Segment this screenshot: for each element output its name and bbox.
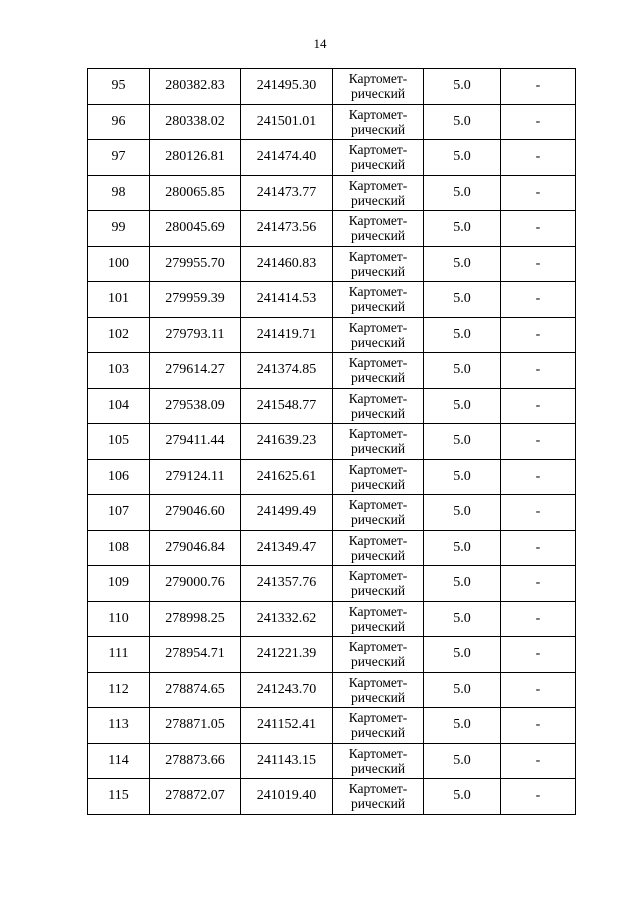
point-number-cell: 99 xyxy=(88,211,150,247)
y-coordinate-cell: 241019.40 xyxy=(241,779,333,815)
note-cell: - xyxy=(501,353,576,389)
note-cell: - xyxy=(501,566,576,602)
method-cell xyxy=(333,566,424,602)
point-number-cell: 98 xyxy=(88,175,150,211)
note-cell: - xyxy=(501,317,576,353)
x-coordinate-cell: 278871.05 xyxy=(150,708,241,744)
method-cell xyxy=(333,637,424,673)
coordinates-table xyxy=(87,68,576,815)
note-cell: - xyxy=(501,743,576,779)
point-number-cell: 107 xyxy=(88,495,150,531)
y-coordinate-cell: 241349.47 xyxy=(241,530,333,566)
method-line-2: рический xyxy=(350,760,406,776)
method-line-2: рический xyxy=(350,654,406,670)
note-cell: - xyxy=(501,388,576,424)
x-coordinate-cell: 279411.44 xyxy=(150,424,241,460)
table-row xyxy=(88,282,576,318)
table-row xyxy=(88,459,576,495)
point-number-cell: 103 xyxy=(88,353,150,389)
table-row xyxy=(88,388,576,424)
y-coordinate-cell: 241473.56 xyxy=(241,211,333,247)
note-cell: - xyxy=(501,459,576,495)
method-cell xyxy=(333,601,424,637)
page-number: 14 xyxy=(313,36,327,51)
method-cell xyxy=(333,175,424,211)
method-line-2: рический xyxy=(350,86,406,102)
point-number-cell: 111 xyxy=(88,637,150,673)
accuracy-cell: 5.0 xyxy=(424,779,501,815)
note-cell: - xyxy=(501,104,576,140)
method-line-2: рический xyxy=(350,618,406,634)
y-coordinate-cell: 241332.62 xyxy=(241,601,333,637)
method-line-2: рический xyxy=(350,583,406,599)
x-coordinate-cell: 280065.85 xyxy=(150,175,241,211)
accuracy-cell: 5.0 xyxy=(424,566,501,602)
method-line-2: рический xyxy=(350,334,406,350)
y-coordinate-cell: 241501.01 xyxy=(241,104,333,140)
note-cell: - xyxy=(501,246,576,282)
x-coordinate-cell: 278873.66 xyxy=(150,743,241,779)
x-coordinate-cell: 279538.09 xyxy=(150,388,241,424)
accuracy-cell: 5.0 xyxy=(424,424,501,460)
method-line-1: Картомет- xyxy=(348,390,408,406)
method-line-2: рический xyxy=(350,405,406,421)
accuracy-cell: 5.0 xyxy=(424,317,501,353)
method-cell xyxy=(333,708,424,744)
method-line-2: рический xyxy=(350,476,406,492)
table-row xyxy=(88,424,576,460)
accuracy-cell: 5.0 xyxy=(424,353,501,389)
point-number-cell: 97 xyxy=(88,140,150,176)
note-cell: - xyxy=(501,69,576,105)
note-cell: - xyxy=(501,779,576,815)
method-cell xyxy=(333,69,424,105)
method-cell xyxy=(333,743,424,779)
table-row xyxy=(88,317,576,353)
method-line-2: рический xyxy=(350,725,406,741)
method-cell xyxy=(333,353,424,389)
method-cell xyxy=(333,424,424,460)
accuracy-cell: 5.0 xyxy=(424,175,501,211)
accuracy-cell: 5.0 xyxy=(424,672,501,708)
method-line-2: рический xyxy=(350,796,406,812)
method-line-1: Картомет- xyxy=(348,461,408,477)
table-row xyxy=(88,743,576,779)
x-coordinate-cell: 279124.11 xyxy=(150,459,241,495)
table-row xyxy=(88,495,576,531)
method-cell xyxy=(333,779,424,815)
table-row xyxy=(88,69,576,105)
point-number-cell: 113 xyxy=(88,708,150,744)
point-number-cell: 95 xyxy=(88,69,150,105)
method-line-1: Картомет- xyxy=(348,781,408,797)
table-row xyxy=(88,104,576,140)
x-coordinate-cell: 279959.39 xyxy=(150,282,241,318)
table-row xyxy=(88,175,576,211)
method-line-1: Картомет- xyxy=(348,284,408,300)
method-cell xyxy=(333,140,424,176)
method-cell xyxy=(333,317,424,353)
y-coordinate-cell: 241499.49 xyxy=(241,495,333,531)
method-line-1: Картомет- xyxy=(348,710,408,726)
method-line-1: Картомет- xyxy=(348,497,408,513)
accuracy-cell: 5.0 xyxy=(424,601,501,637)
table-row xyxy=(88,353,576,389)
note-cell: - xyxy=(501,424,576,460)
note-cell: - xyxy=(501,140,576,176)
method-cell xyxy=(333,282,424,318)
point-number-cell: 112 xyxy=(88,672,150,708)
table-row xyxy=(88,708,576,744)
method-cell xyxy=(333,530,424,566)
note-cell: - xyxy=(501,530,576,566)
y-coordinate-cell: 241152.41 xyxy=(241,708,333,744)
method-cell xyxy=(333,388,424,424)
x-coordinate-cell: 280126.81 xyxy=(150,140,241,176)
table-row xyxy=(88,601,576,637)
x-coordinate-cell: 279046.84 xyxy=(150,530,241,566)
x-coordinate-cell: 279955.70 xyxy=(150,246,241,282)
accuracy-cell: 5.0 xyxy=(424,211,501,247)
y-coordinate-cell: 241495.30 xyxy=(241,69,333,105)
x-coordinate-cell: 279793.11 xyxy=(150,317,241,353)
y-coordinate-cell: 241548.77 xyxy=(241,388,333,424)
note-cell: - xyxy=(501,495,576,531)
accuracy-cell: 5.0 xyxy=(424,459,501,495)
point-number-cell: 101 xyxy=(88,282,150,318)
x-coordinate-cell: 278874.65 xyxy=(150,672,241,708)
method-line-1: Картомет- xyxy=(348,71,408,87)
y-coordinate-cell: 241357.76 xyxy=(241,566,333,602)
y-coordinate-cell: 241460.83 xyxy=(241,246,333,282)
accuracy-cell: 5.0 xyxy=(424,743,501,779)
method-line-2: рический xyxy=(350,228,406,244)
table-row xyxy=(88,672,576,708)
method-line-1: Картомет- xyxy=(348,532,408,548)
x-coordinate-cell: 280382.83 xyxy=(150,69,241,105)
table-row xyxy=(88,211,576,247)
note-cell: - xyxy=(501,637,576,673)
x-coordinate-cell: 280045.69 xyxy=(150,211,241,247)
y-coordinate-cell: 241639.23 xyxy=(241,424,333,460)
point-number-cell: 110 xyxy=(88,601,150,637)
accuracy-cell: 5.0 xyxy=(424,104,501,140)
method-line-2: рический xyxy=(350,121,406,137)
accuracy-cell: 5.0 xyxy=(424,708,501,744)
accuracy-cell: 5.0 xyxy=(424,282,501,318)
point-number-cell: 106 xyxy=(88,459,150,495)
method-line-2: рический xyxy=(350,370,406,386)
method-line-1: Картомет- xyxy=(348,674,408,690)
method-cell xyxy=(333,104,424,140)
accuracy-cell: 5.0 xyxy=(424,246,501,282)
point-number-cell: 114 xyxy=(88,743,150,779)
note-cell: - xyxy=(501,672,576,708)
x-coordinate-cell: 279046.60 xyxy=(150,495,241,531)
note-cell: - xyxy=(501,708,576,744)
method-line-2: рический xyxy=(350,157,406,173)
table-row xyxy=(88,246,576,282)
method-cell xyxy=(333,211,424,247)
method-line-2: рический xyxy=(350,263,406,279)
method-line-1: Картомет- xyxy=(348,355,408,371)
y-coordinate-cell: 241221.39 xyxy=(241,637,333,673)
note-cell: - xyxy=(501,601,576,637)
method-line-1: Картомет- xyxy=(348,142,408,158)
y-coordinate-cell: 241243.70 xyxy=(241,672,333,708)
y-coordinate-cell: 241473.77 xyxy=(241,175,333,211)
method-line-1: Картомет- xyxy=(348,248,408,264)
coordinates-table-body xyxy=(88,69,576,815)
point-number-cell: 109 xyxy=(88,566,150,602)
method-line-2: рический xyxy=(350,512,406,528)
note-cell: - xyxy=(501,282,576,318)
method-line-2: рический xyxy=(350,689,406,705)
point-number-cell: 105 xyxy=(88,424,150,460)
y-coordinate-cell: 241374.85 xyxy=(241,353,333,389)
method-line-1: Картомет- xyxy=(348,745,408,761)
y-coordinate-cell: 241419.71 xyxy=(241,317,333,353)
note-cell: - xyxy=(501,175,576,211)
method-cell xyxy=(333,495,424,531)
point-number-cell: 102 xyxy=(88,317,150,353)
x-coordinate-cell: 279000.76 xyxy=(150,566,241,602)
note-cell: - xyxy=(501,211,576,247)
method-line-1: Картомет- xyxy=(348,426,408,442)
method-cell xyxy=(333,246,424,282)
y-coordinate-cell: 241143.15 xyxy=(241,743,333,779)
method-cell xyxy=(333,459,424,495)
method-line-1: Картомет- xyxy=(348,639,408,655)
table-row xyxy=(88,566,576,602)
y-coordinate-cell: 241474.40 xyxy=(241,140,333,176)
method-cell xyxy=(333,672,424,708)
accuracy-cell: 5.0 xyxy=(424,140,501,176)
accuracy-cell: 5.0 xyxy=(424,69,501,105)
y-coordinate-cell: 241414.53 xyxy=(241,282,333,318)
accuracy-cell: 5.0 xyxy=(424,495,501,531)
method-line-1: Картомет- xyxy=(348,319,408,335)
table-row xyxy=(88,779,576,815)
accuracy-cell: 5.0 xyxy=(424,637,501,673)
x-coordinate-cell: 278872.07 xyxy=(150,779,241,815)
method-line-2: рический xyxy=(350,547,406,563)
point-number-cell: 108 xyxy=(88,530,150,566)
table-row xyxy=(88,637,576,673)
table-row xyxy=(88,530,576,566)
x-coordinate-cell: 280338.02 xyxy=(150,104,241,140)
point-number-cell: 104 xyxy=(88,388,150,424)
method-line-1: Картомет- xyxy=(348,106,408,122)
point-number-cell: 115 xyxy=(88,779,150,815)
y-coordinate-cell: 241625.61 xyxy=(241,459,333,495)
accuracy-cell: 5.0 xyxy=(424,530,501,566)
method-line-2: рический xyxy=(350,192,406,208)
method-line-1: Картомет- xyxy=(348,213,408,229)
method-line-2: рический xyxy=(350,299,406,315)
table-row xyxy=(88,140,576,176)
method-line-1: Картомет- xyxy=(348,603,408,619)
method-line-1: Картомет- xyxy=(348,568,408,584)
x-coordinate-cell: 279614.27 xyxy=(150,353,241,389)
x-coordinate-cell: 278998.25 xyxy=(150,601,241,637)
accuracy-cell: 5.0 xyxy=(424,388,501,424)
point-number-cell: 96 xyxy=(88,104,150,140)
x-coordinate-cell: 278954.71 xyxy=(150,637,241,673)
method-line-2: рический xyxy=(350,441,406,457)
point-number-cell: 100 xyxy=(88,246,150,282)
method-line-1: Картомет- xyxy=(348,177,408,193)
